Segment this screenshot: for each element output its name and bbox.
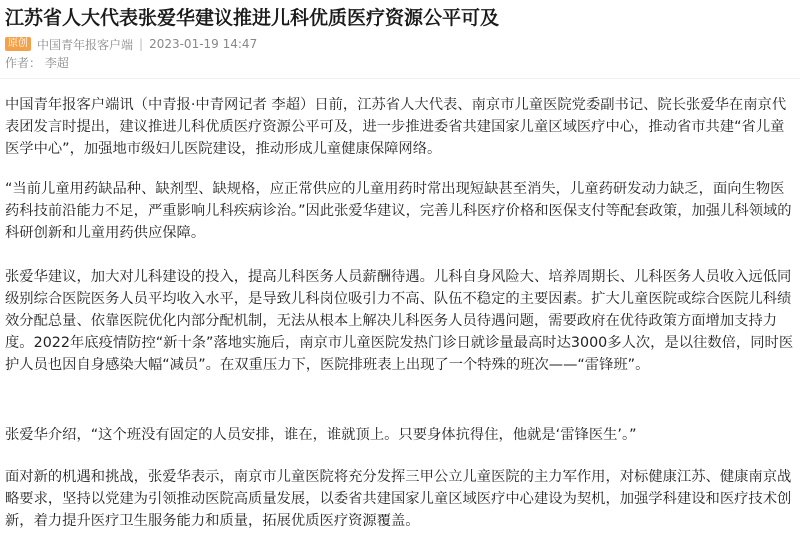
article-title: 江苏省人大代表张爱华建议推进儿科优质医疗资源公平可及 (5, 7, 500, 29)
article-meta (5, 36, 257, 52)
header-divider (0, 78, 800, 79)
original-badge: 原创 (5, 37, 31, 51)
meta-separator: | (139, 37, 144, 51)
paragraph-5: 面对新的机遇和挑战，张爱华表示，南京市儿童医院将充分发挥三甲公立儿童医院的主力军作用，对标健康江苏、健康南京战略要求，坚持以党建为引领推动医院高质量发展，以委省共建国家儿童区域医疗中心建设为契机，加强学科建设和医疗技术创新，着力提升医疗卫生服务能力和质量，拓展优质医疗资源覆盖。 (5, 469, 792, 529)
paragraph-2: “当前儿童用药缺品种、缺剂型、缺规格，应正常供应的儿童用药时常出现短缺甚至消失，儿童药研发动力缺乏，面向生物医药科技前沿能力不足，严重影响儿科疾病诊治。”因此张爱华建议，完善儿科医疗价格和医保支付等配套政策，加强儿科领域的科研创新和儿童用药供应保障。 (5, 181, 792, 241)
author-line: 作者： 李超 (5, 56, 69, 70)
paragraph-4: 张爱华介绍，“这个班没有固定的人员安排，谁在，谁就顶上。只要身体抗得住，他就是‘雷锋医生’。” (5, 427, 637, 443)
paragraph-3: 张爱华建议，加大对儿科建设的投入，提高儿科医务人员薪酬待遇。儿科自身风险大、培养周期长、儿科医务人员收入远低同级别综合医院医务人员平均收入水平，是导致儿科岗位吸引力不高、队伍不稳定的主要因素。扩大儿童医院或综合医院儿科绩效分配总量、依靠医院优化内部分配机制，无法从根本上解决儿科医务人员待遇问题，需要政府在优待政策方面增加支持力度。2022年底疫情防控“新十条”落地实施后，南京市儿童医院发热门诊日就诊量最高时达3000多人次，是以往数倍，同时医护人员也因自身感染大幅“减员”。在双重压力下，医院排班表上出现了一个特殊的班次——“雷锋班”。 (5, 269, 794, 373)
publish-date: 2023-01-19 14:47 (149, 37, 258, 51)
paragraph-1: 中国青年报客户端讯（中青报·中青网记者 李超）日前，江苏省人大代表、南京市儿童医院党委副书记、院长张爱华在南京代表团发言时提出，建议推进儿科优质医疗资源公平可及，进一步推进委省共建国家儿童区域医疗中心，推动省市共建“省儿童医学中心”，加强地市级妇儿医院建设，推动形成儿童健康保障网络。 (5, 97, 787, 157)
source-label[interactable]: 中国青年报客户端 (37, 37, 134, 52)
